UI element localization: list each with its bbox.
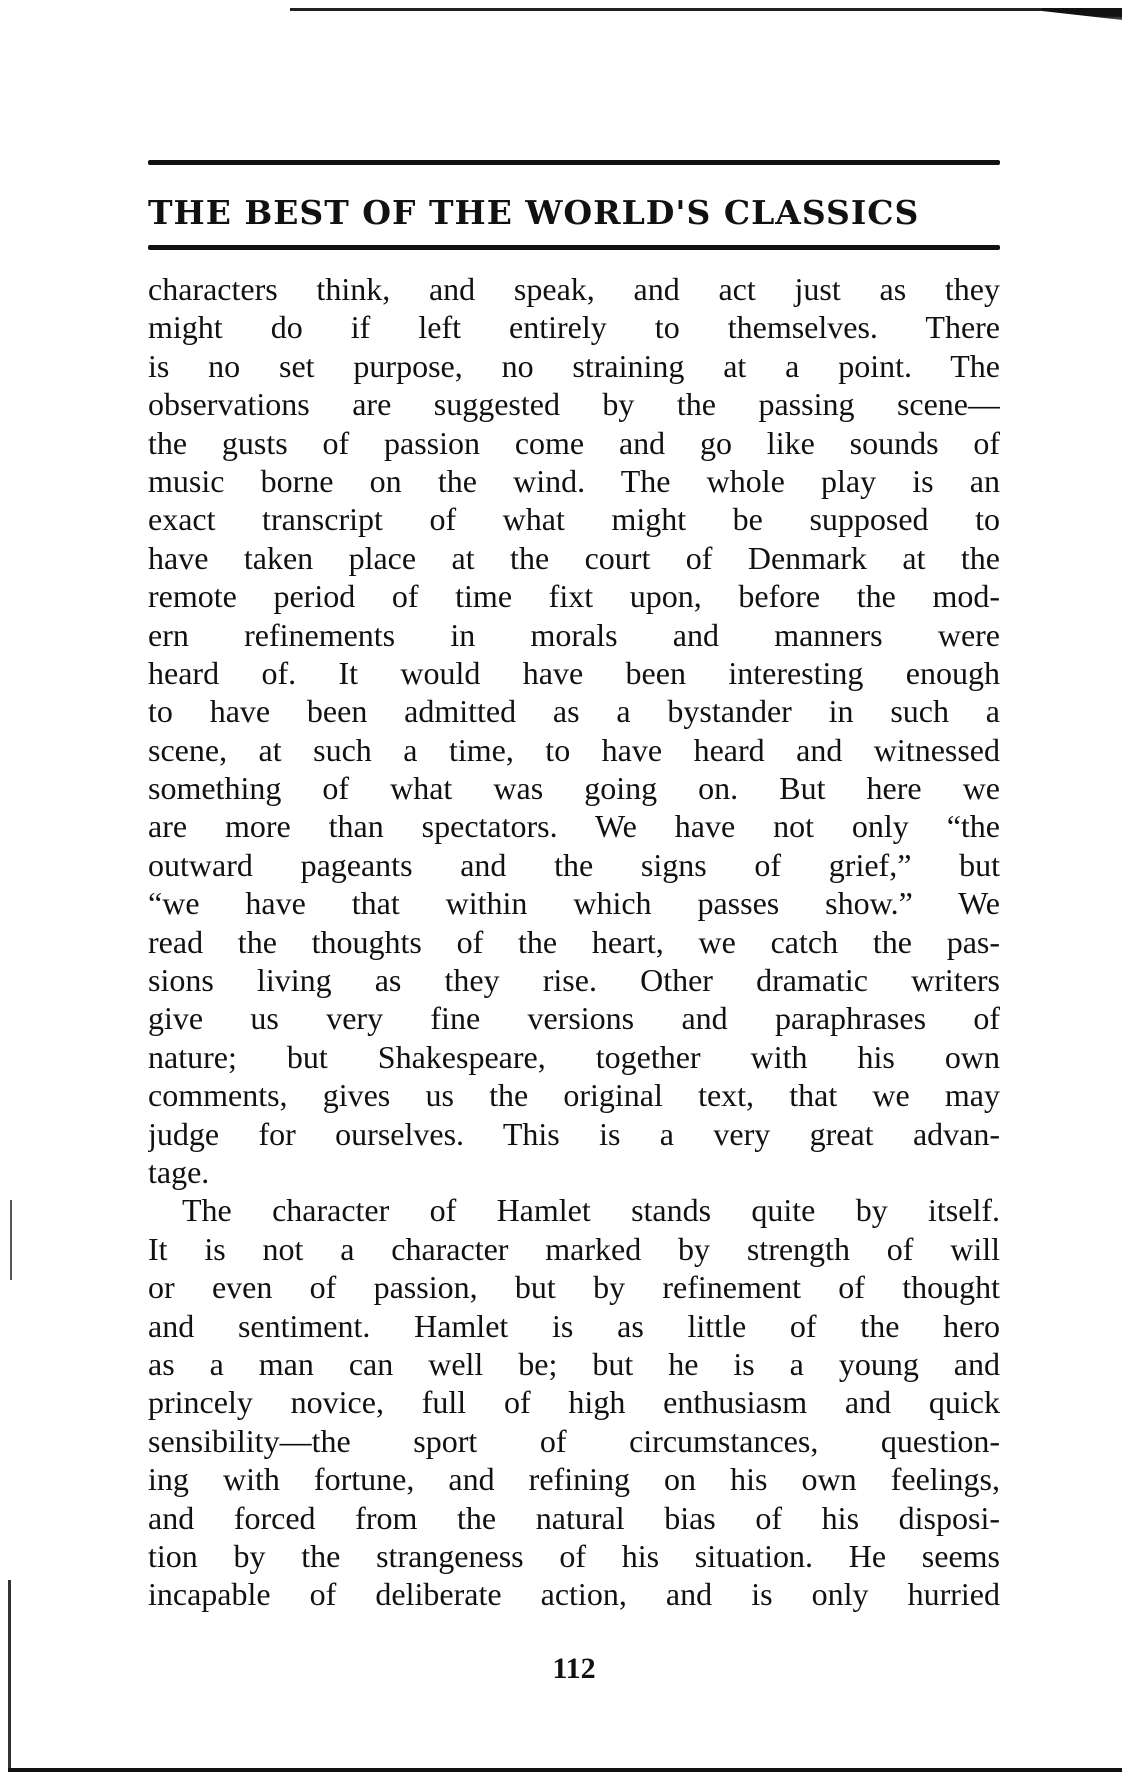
text-line: It is not a character marked by strength of will bbox=[148, 1230, 1000, 1267]
text-line: music borne on the wind. The whole play is an bbox=[148, 462, 1000, 499]
text-line: sensibility—the sport of circumstances, question- bbox=[148, 1422, 1000, 1459]
text-line: ern refinements in morals and manners were bbox=[148, 616, 1000, 653]
text-line: princely novice, full of high enthusiasm and quick bbox=[148, 1384, 1000, 1421]
header-rule-top bbox=[148, 160, 1000, 165]
text-line: might do if left entirely to themselves. There bbox=[148, 309, 1000, 346]
page-number: 112 bbox=[552, 1652, 596, 1685]
text-line: tion by the strangeness of his situation. He seems bbox=[148, 1537, 1000, 1574]
text-line: nature; but Shakespeare, together with his own bbox=[148, 1038, 1000, 1075]
text-line: ing with fortune, and refining on his own feelings, bbox=[148, 1461, 1000, 1498]
text-line: exact transcript of what might be supposed to bbox=[148, 501, 1000, 538]
text-line: are more than spectators. We have not only “the bbox=[148, 808, 1000, 845]
text-line: tage. bbox=[148, 1153, 210, 1190]
text-line: remote period of time fixt upon, before the mod- bbox=[148, 578, 1000, 615]
text-line: the gusts of passion come and go like sounds of bbox=[148, 424, 1000, 461]
header-rule-bottom bbox=[148, 245, 1000, 250]
text-line: sions living as they rise. Other dramatic writers bbox=[148, 962, 1000, 999]
scan-mark bbox=[10, 1200, 12, 1280]
running-head: THE BEST OF THE WORLD'S CLASSICS bbox=[148, 193, 920, 232]
book-page bbox=[148, 160, 1000, 1685]
text-line: is no set purpose, no straining at a point. The bbox=[148, 347, 1000, 384]
text-line: The character of Hamlet stands quite by itself. bbox=[182, 1192, 1000, 1229]
text-line: judge for ourselves. This is a very great advan- bbox=[148, 1115, 1000, 1152]
text-line: heard of. It would have been interesting enough bbox=[148, 654, 1000, 691]
text-line: comments, gives us the original text, that we may bbox=[148, 1077, 1000, 1114]
text-line: and forced from the natural bias of his disposi- bbox=[148, 1499, 1000, 1536]
text-line: scene, at such a time, to have heard and witnessed bbox=[148, 731, 1000, 768]
scan-edge-corner bbox=[1042, 8, 1122, 28]
paragraph bbox=[148, 270, 1000, 1191]
text-line: characters think, and speak, and act just as they bbox=[148, 271, 1000, 307]
paragraph bbox=[148, 1191, 1000, 1613]
text-line: have taken place at the court of Denmark at the bbox=[148, 539, 1000, 576]
body-text bbox=[148, 270, 1000, 1614]
scan-edge-bottom bbox=[8, 1768, 1122, 1772]
text-line: “we have that within which passes show.” We bbox=[148, 885, 1000, 922]
text-line: give us very fine versions and paraphrases of bbox=[148, 1000, 1000, 1037]
text-line: incapable of deliberate action, and is only hurried bbox=[148, 1576, 1000, 1613]
text-line: something of what was going on. But here we bbox=[148, 770, 1000, 807]
text-line: and sentiment. Hamlet is as little of the hero bbox=[148, 1307, 1000, 1344]
scan-edge-top bbox=[290, 8, 1122, 11]
text-line: as a man can well be; but he is a young and bbox=[148, 1345, 1000, 1382]
text-line: outward pageants and the signs of grief,” but bbox=[148, 846, 1000, 883]
text-line: observations are suggested by the passing scene— bbox=[148, 386, 1000, 423]
text-line: read the thoughts of the heart, we catch the pas- bbox=[148, 923, 1000, 960]
text-line: to have been admitted as a bystander in such a bbox=[148, 693, 1000, 730]
scan-edge-left bbox=[8, 1580, 11, 1770]
text-line: or even of passion, but by refinement of thought bbox=[148, 1269, 1000, 1306]
